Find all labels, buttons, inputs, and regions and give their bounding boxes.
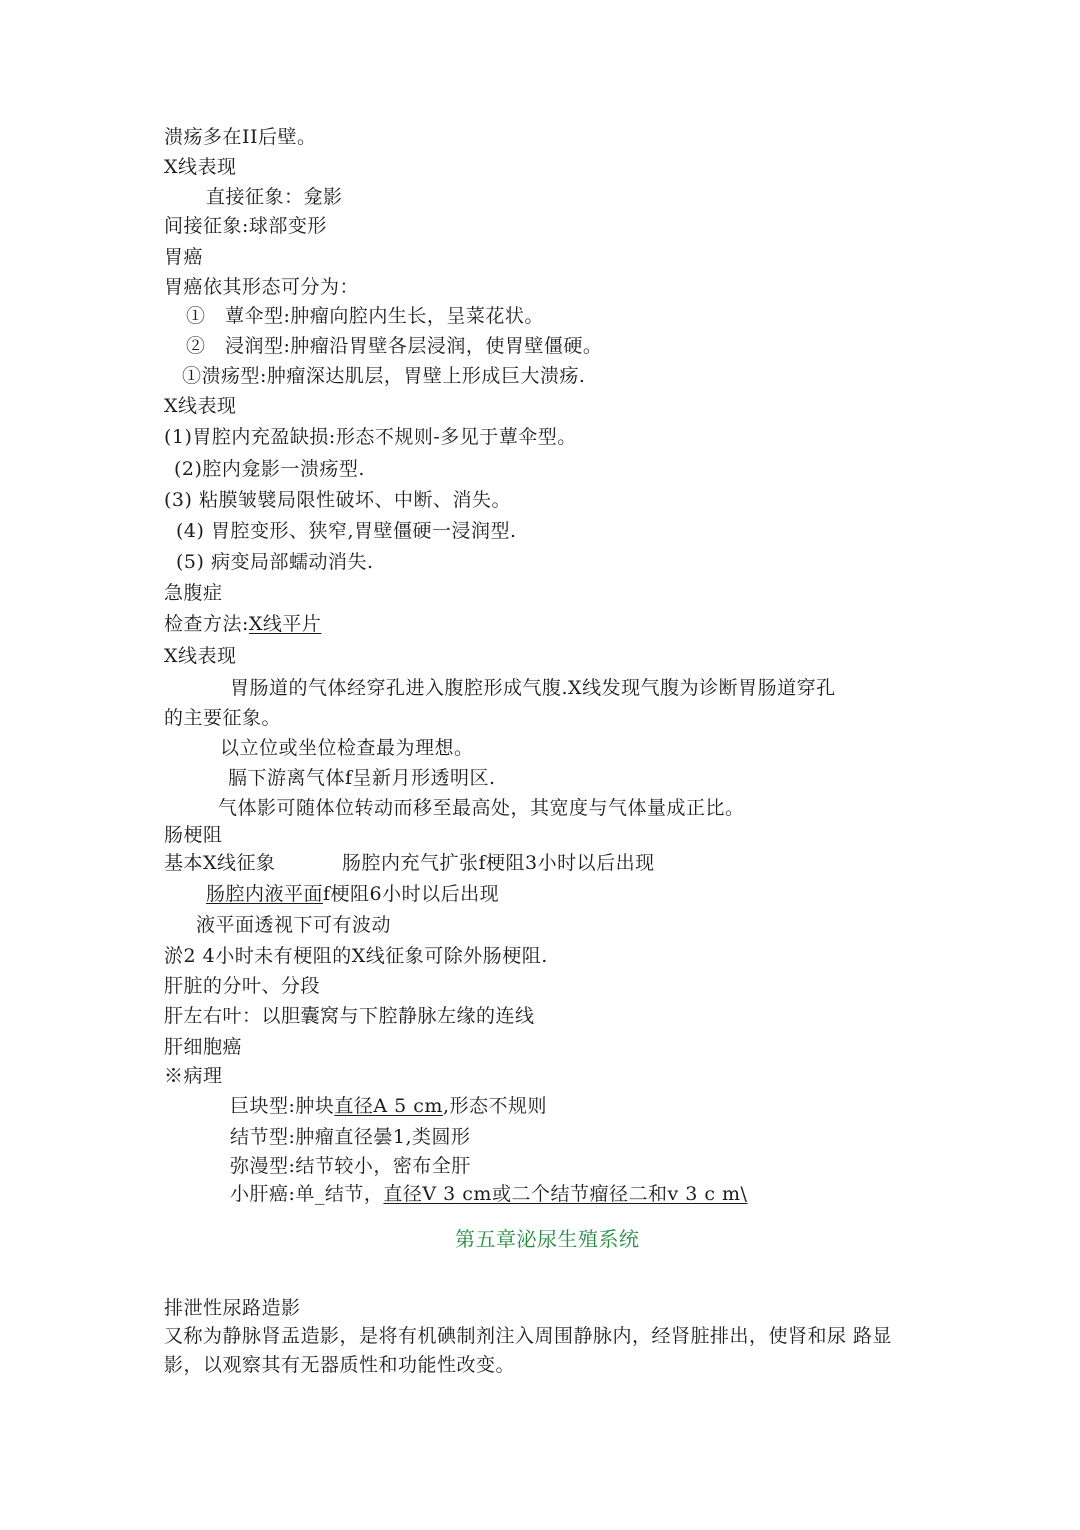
text-line: 液平面透视下可有波动 [196,914,392,936]
text-line [230,1181,747,1207]
text-segment: 小肝癌:单_结节， [230,1183,384,1205]
text-line: 又称为静脉肾盂造影，是将有机碘制剂注入周围静脉内，经肾脏排出，使肾和尿 路显 [164,1325,893,1347]
text-line: ※病理 [164,1065,223,1087]
text-line: 肠梗阻 [164,824,223,846]
text-line: 弥漫型:结节较小，密布全肝 [230,1155,471,1177]
text-line: 结节型:肿瘤直径曇1,类圆形 [230,1126,471,1148]
text-line: 急腹症 [164,582,223,604]
text-segment: 巨块型:肿块 [230,1095,335,1117]
text-line [164,611,321,637]
text-line: 排泄性尿路造影 [164,1297,301,1319]
underlined-text: 直径V 3 cm或二个结节瘤径二和v 3 c m\ [383,1183,748,1205]
text-line: 气体影可随体位转动而移至最高处，其宽度与气体量成正比。 [218,797,745,819]
text-line: (4) 胃腔变形、狭窄,胃壁僵硬一浸润型. [176,520,517,542]
underlined-text: X线平片 [248,613,322,635]
text-line: 肝细胞癌 [164,1036,243,1058]
text-segment: f梗阻6小时以后出现 [323,883,500,905]
text-line: ①溃疡型:肿瘤深达肌层，胃壁上形成巨大溃疡. [182,365,586,387]
text-line: 溃疡多在II后壁。 [164,126,317,148]
text-line: 基本X线征象 [164,852,276,874]
text-line: 肝脏的分叶、分段 [164,975,321,997]
text-line [206,881,499,907]
text-segment: ,形态不规则 [442,1095,547,1117]
text-line: X线表现 [164,645,237,667]
text-line [230,1093,547,1119]
text-segment: 检查方法: [164,613,249,635]
text-line: 以立位或坐位检查最为理想。 [220,737,474,759]
text-line: (2)腔内龛影一溃疡型. [174,458,365,480]
text-line: 影，以观察其有无器质性和功能性改变。 [164,1354,516,1376]
text-line: 胃癌 [164,246,204,268]
text-line: ① 蕈伞型:肿瘤向腔内生长，呈菜花状。 [186,305,544,327]
underlined-text: 直径A 5 cm [334,1095,443,1117]
text-line: (3) 粘膜皱襞局限性破坏、中断、消失。 [164,489,511,511]
text-line: X线表现 [164,156,237,178]
chapter-heading: 第五章泌尿生殖系统 [455,1227,640,1251]
text-line: (5) 病变局部蠕动消失. [176,551,374,573]
text-line: (1)胃腔内充盈缺损:形态不规则-多见于蕈伞型。 [164,426,577,448]
text-line: 的主要征象。 [164,707,282,729]
underlined-text: 肠腔内液平面 [206,883,324,905]
text-line: 胃肠道的气体经穿孔进入腹腔形成气腹.X线发现气腹为诊断胃肠道穿孔 [230,677,836,699]
text-line: 膈下游离气体f呈新月形透明区. [228,767,496,789]
text-line: 间接征象:球部变形 [164,215,327,237]
text-line: ② 浸润型:肿瘤沿胃壁各层浸润，使胃壁僵硬。 [186,335,603,357]
text-line: 肝左右叶：以胆囊窝与下腔静脉左缘的连线 [164,1005,535,1027]
text-line: 直接征象：龛影 [206,186,343,208]
text-line: 胃癌依其形态可分为： [164,276,360,298]
text-line: X线表现 [164,395,237,417]
text-line: 肠腔内充气扩张f梗阻3小时以后出现 [342,852,655,874]
text-line: 淤2 4小时未有梗阻的X线征象可除外肠梗阻. [164,945,548,967]
